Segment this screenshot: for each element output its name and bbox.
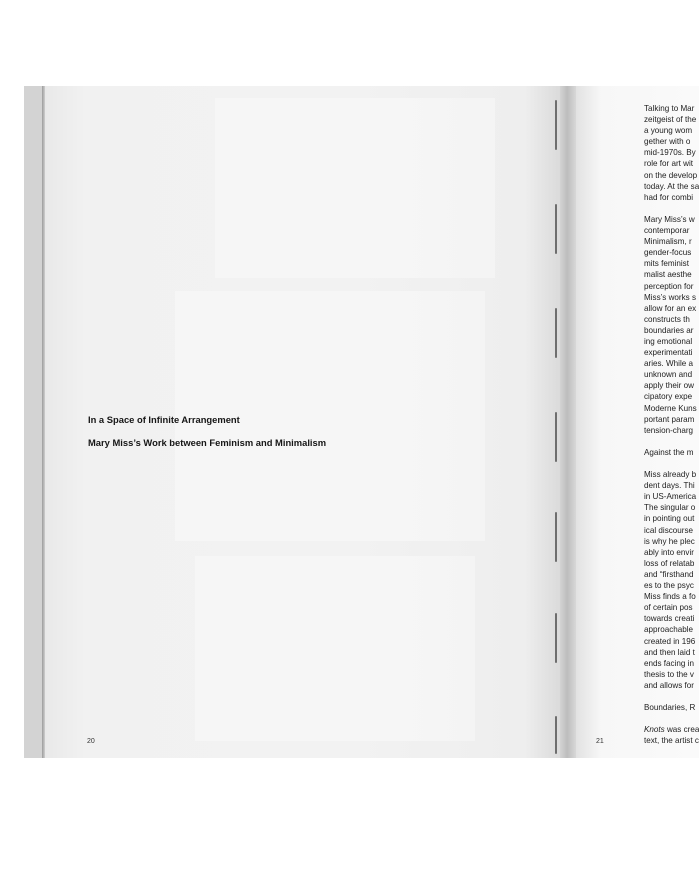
body-text-line: mid-1970s. By xyxy=(644,148,696,158)
body-text-line: boundaries ar xyxy=(644,325,694,335)
body-text-line: Mary Miss’s w xyxy=(644,214,695,224)
body-text-line: Miss finds a fo xyxy=(644,592,696,602)
body-text-line: and then laid t xyxy=(644,647,695,657)
body-text-line: ably into envir xyxy=(644,547,694,557)
body-text-line: role for art wit xyxy=(644,159,694,169)
binding-stitch xyxy=(555,716,557,754)
body-text-line: perception for xyxy=(644,281,694,291)
book-spread xyxy=(24,86,699,758)
body-text-line: in US-America xyxy=(644,492,697,502)
body-text-line: ends facing in xyxy=(644,658,694,668)
body-text-line: today. At the sa xyxy=(644,181,699,191)
body-text-line: had for combi xyxy=(644,192,694,202)
body-text-line: malist aesthe xyxy=(644,270,692,280)
body-text-line: ing emotional xyxy=(644,336,693,346)
body-text-line: Boundaries, R xyxy=(644,703,696,713)
binding-stitch xyxy=(555,412,557,462)
page-edge-stack xyxy=(24,86,42,758)
body-text-line: mits feminist xyxy=(644,259,689,269)
body-text-line: es to the psyc xyxy=(644,581,694,591)
body-text-line: constructs th xyxy=(644,314,690,324)
book-gutter xyxy=(560,86,576,758)
body-text-line: Minimalism, r xyxy=(644,237,692,247)
body-text-line: is why he plec xyxy=(644,536,695,546)
body-text-line: dent days. Thi xyxy=(644,481,695,491)
body-text-line: Miss’s works s xyxy=(644,292,697,302)
body-text-line: approachable xyxy=(644,625,694,635)
body-text-line: Miss already b xyxy=(644,470,697,480)
body-text-line xyxy=(644,458,699,469)
body-text-line: allow for an ex xyxy=(644,303,697,313)
body-text-line: The singular o xyxy=(644,503,696,513)
body-text-line: unknown and xyxy=(644,370,693,380)
body-text-line xyxy=(644,436,699,447)
body-text-line: Moderne Kuns xyxy=(644,403,697,413)
body-text-line: on the develop xyxy=(644,170,698,180)
body-text-line: portant param xyxy=(644,414,695,424)
body-text-line: thesis to the v xyxy=(644,669,694,679)
body-text-line: created in 196 xyxy=(644,636,696,646)
page-number-right: 21 xyxy=(596,738,604,745)
body-text-line: tension-charg xyxy=(644,425,694,435)
body-text-line: towards creati xyxy=(644,614,695,624)
body-text-line xyxy=(644,691,699,702)
body-text-line: gender-focus xyxy=(644,248,692,258)
body-text-column xyxy=(644,103,699,746)
body-text-line: Against the m xyxy=(644,447,694,457)
body-text-line: gether with o xyxy=(644,137,691,147)
body-text-line: and “firsthand xyxy=(644,569,694,579)
body-text-line: Knots was crea xyxy=(644,725,699,735)
body-text-line: text, the artist c xyxy=(644,736,699,746)
body-text-line: ical discourse xyxy=(644,525,694,535)
body-text-line xyxy=(644,713,699,724)
body-text-line: in pointing out xyxy=(644,514,695,524)
show-through-shape xyxy=(215,98,495,278)
show-through-shape xyxy=(195,556,475,741)
body-text-line: aries. While a xyxy=(644,359,694,369)
binding-stitch xyxy=(555,613,557,663)
body-text-line: and allows for xyxy=(644,680,694,690)
body-text-line: cipatory expe xyxy=(644,392,693,402)
body-text-line: zeitgeist of the xyxy=(644,115,697,125)
body-text-line: of certain pos xyxy=(644,603,693,613)
page-number-left: 20 xyxy=(87,738,95,745)
body-text-line: experimentati xyxy=(644,348,693,358)
body-text-line: apply their ow xyxy=(644,381,694,391)
binding-stitch xyxy=(555,204,557,254)
body-text-line: contemporar xyxy=(644,226,690,236)
body-text-line: loss of relatab xyxy=(644,558,695,568)
body-text-line: Talking to Mar xyxy=(644,104,695,113)
body-text-line: a young wom xyxy=(644,126,693,136)
binding-stitch xyxy=(555,100,557,150)
binding-stitch xyxy=(555,512,557,562)
chapter-title: In a Space of Infinite Arrangement xyxy=(88,414,240,425)
binding-stitch xyxy=(555,308,557,358)
chapter-subtitle: Mary Miss’s Work between Feminism and Minimalism xyxy=(88,437,327,448)
body-text-line xyxy=(644,203,699,214)
